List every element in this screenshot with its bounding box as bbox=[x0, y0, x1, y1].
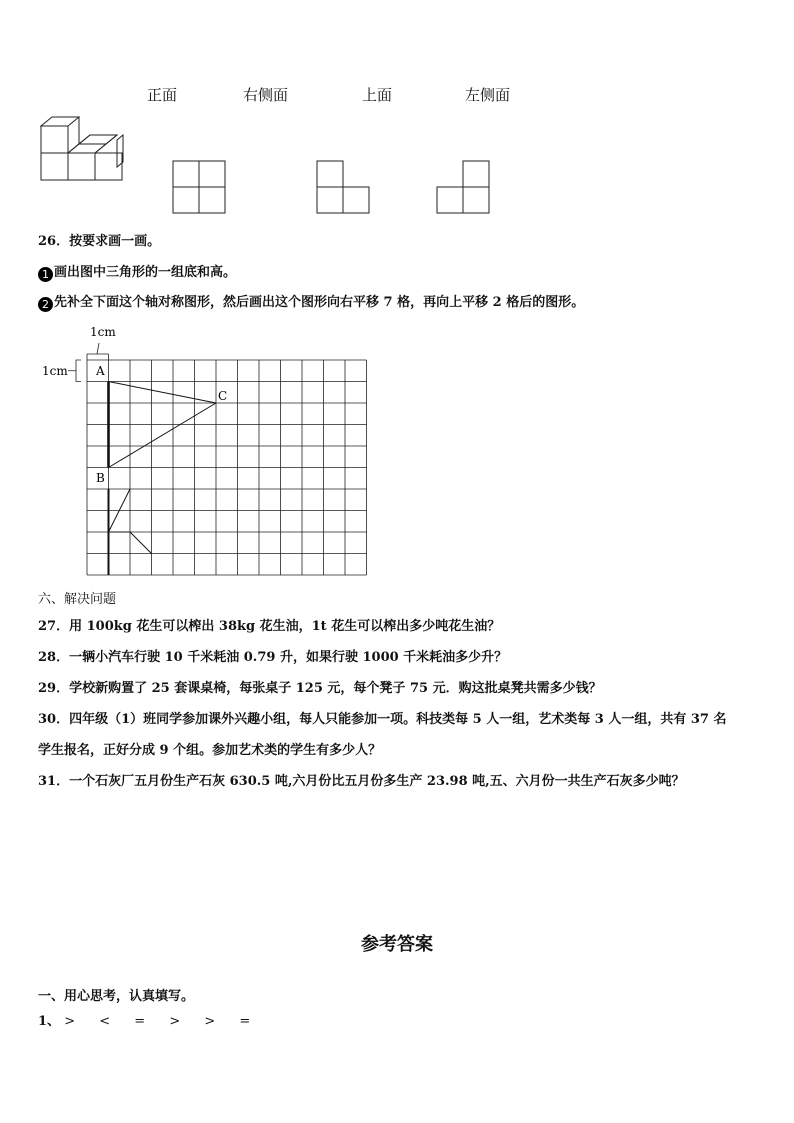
answer-section-1-title: 一、用心思考，认真填写。 bbox=[38, 989, 195, 1004]
point-label-a: A bbox=[96, 364, 105, 378]
answer-value: > bbox=[64, 1014, 76, 1029]
question-28: 28．一辆小汽车行驶 10 千米耗油 0.79 升，如果行驶 1000 千米耗油多少升？ bbox=[38, 650, 508, 665]
point-label-c: C bbox=[218, 389, 228, 403]
question-26-item-1: 1 画出图中三角形的一组底和高。 bbox=[38, 261, 236, 282]
question-27: 27．用 100kg 花生可以榨出 38kg 花生油，1t 花生可以榨出多少吨花生油？ bbox=[38, 619, 501, 634]
unit-bracket-left bbox=[68, 360, 81, 382]
answer-value: > bbox=[204, 1014, 216, 1029]
unit-label-left: 1cm bbox=[42, 364, 68, 378]
question-26-title: 26．按要求画一画。 bbox=[38, 234, 161, 249]
question-26-item-2: 2 先补全下面这个轴对称图形，然后画出这个图形向右平移 7 格，再向上平移 2 格后的图形。 bbox=[38, 291, 584, 312]
unit-bracket-top bbox=[87, 354, 109, 360]
left-side-view-grid bbox=[436, 160, 494, 216]
answer-value: > bbox=[169, 1014, 181, 1029]
grid-figure bbox=[30, 318, 380, 580]
circled-number-1: 1 bbox=[38, 267, 53, 282]
answer-key-title: 参考答案 bbox=[361, 934, 433, 955]
front-view-grid bbox=[172, 160, 228, 216]
section-6-title: 六、解决问题 bbox=[38, 592, 117, 607]
view-label-front: 正面 bbox=[147, 86, 178, 104]
view-label-top: 上面 bbox=[362, 86, 393, 104]
unit-label-top: 1cm bbox=[90, 325, 116, 339]
answer-row-1: 1、 > < = > > = bbox=[38, 1014, 251, 1029]
view-label-right-side: 右侧面 bbox=[243, 86, 289, 104]
top-view-grid bbox=[316, 160, 374, 216]
question-30-continued: 学生报名，正好分成 9 个组。参加艺术类的学生有多少人？ bbox=[38, 743, 382, 758]
view-label-left-side: 左侧面 bbox=[465, 86, 511, 104]
question-29: 29．学校新购置了 25 套课桌椅，每张桌子 125 元，每个凳子 75 元．购这批桌凳共需多少钱？ bbox=[38, 681, 602, 696]
question-31: 31．一个石灰厂五月份生产石灰 630.5 吨,六月份比五月份多生产 23.98 吨,五、六月份一共生产石灰多少吨？ bbox=[38, 774, 685, 789]
answer-value: = bbox=[239, 1014, 251, 1029]
question-30: 30．四年级（1）班同学参加课外兴趣小组，每人只能参加一项。科技类每 5 人一组，艺术类每 3 人一组，共有 37 名 bbox=[38, 712, 727, 727]
cube-solid-figure bbox=[36, 115, 126, 187]
circled-number-2: 2 bbox=[38, 297, 53, 312]
point-label-b: B bbox=[96, 471, 105, 485]
answer-value: = bbox=[134, 1014, 146, 1029]
answer-value: < bbox=[99, 1014, 111, 1029]
